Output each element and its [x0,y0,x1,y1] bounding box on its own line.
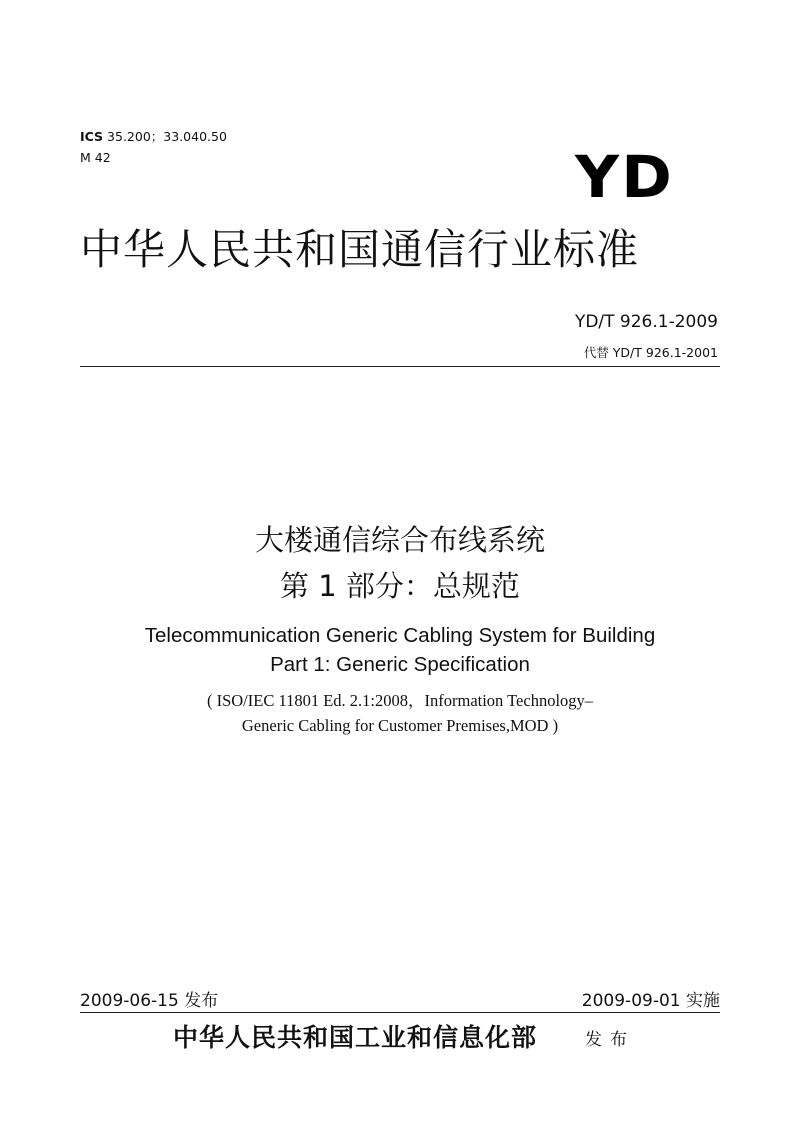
footer-divider [80,1012,720,1013]
adoption-note-line1: ( ISO/IEC 11801 Ed. 2.1:2008，Information Technology– [206,691,594,710]
header-divider [80,366,720,367]
title-cn-line1: 大楼通信综合布线系统 [254,523,545,557]
title-en-line2: Part 1: Generic Specification [270,653,530,676]
publish-verb: 发布 [585,1030,635,1050]
ics-label: ICS [80,129,104,144]
ics-value: 35.200；33.040.50 [107,129,227,144]
title-cn-line2: 第 1 部分：总规范 [280,569,520,603]
replaces-standard: 代替 YD/T 926.1-2001 [583,345,718,360]
classification-code: M 42 [80,150,111,165]
issue-date: 2009-06-15 发布 [80,991,219,1011]
ics-code [80,129,227,145]
implementation-date: 2009-09-01 实施 [581,991,720,1011]
standard-title: 中华人民共和国通信行业标准 [80,225,640,274]
title-en-line1: Telecommunication Generic Cabling System for Building [144,624,656,647]
standard-number: YD/T 926.1-2009 [574,312,718,332]
yd-logo: YD [575,143,674,211]
publisher-name: 中华人民共和国工业和信息化部 [173,1023,538,1052]
adoption-note-line2: Generic Cabling for Customer Premises,MOD ) [241,716,559,735]
